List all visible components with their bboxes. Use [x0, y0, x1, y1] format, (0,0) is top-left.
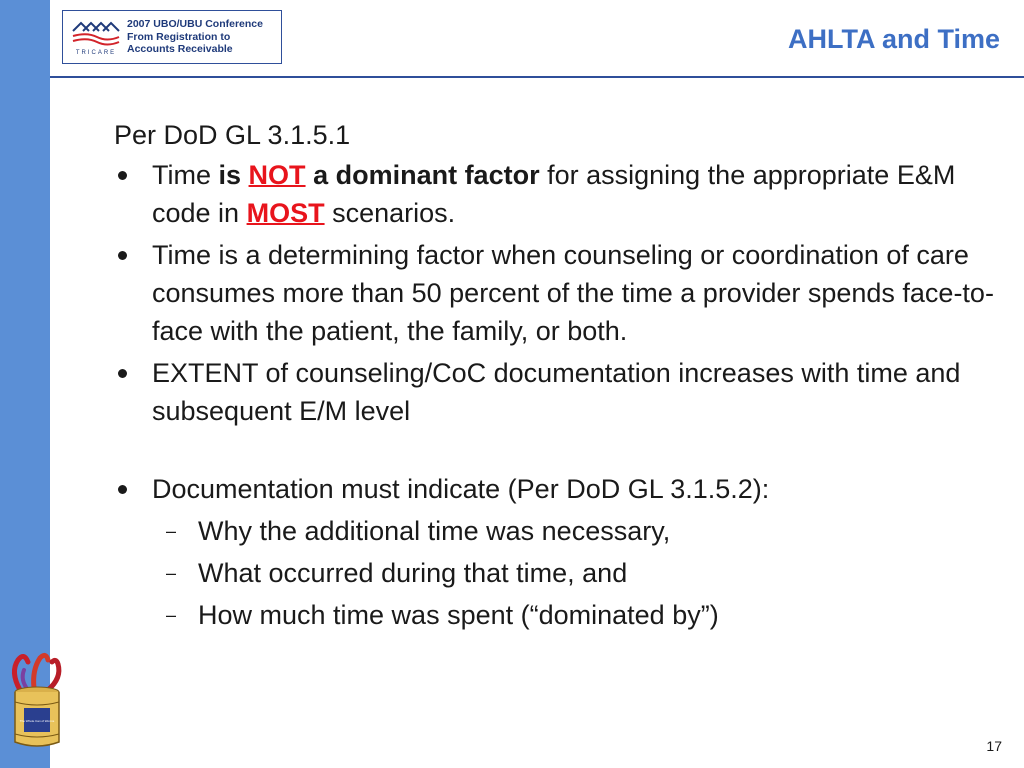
can-of-worms-icon: [6, 650, 68, 752]
worms-can-label: The Whole Can of Worms: [19, 719, 55, 723]
tricare-logo-icon: [69, 17, 123, 57]
spacer: [114, 434, 994, 470]
bullet-item: [114, 470, 994, 508]
bullet-item: [114, 354, 994, 430]
bullet1-post: scenarios.: [324, 198, 456, 228]
header-divider: [50, 76, 1024, 78]
bullet-dot-icon: [118, 171, 127, 180]
intro-line: Per DoD GL 3.1.5.1: [114, 120, 351, 150]
conference-name: [127, 18, 263, 56]
dash-icon: –: [166, 521, 177, 541]
sub-bullet-item: [114, 554, 994, 592]
bullet1-most-emphasis: MOST: [246, 198, 325, 228]
logo-line-3: Accounts Receivable: [127, 43, 233, 55]
logo-wordmark: TRICARE: [75, 50, 117, 56]
sub-item-3: How much time was spent (“dominated by”): [198, 600, 719, 630]
dash-icon: –: [166, 605, 177, 625]
page-number: 17: [986, 738, 1002, 754]
logo-line-1: 2007 UBO/UBU Conference: [127, 18, 263, 30]
conference-logo: [62, 10, 282, 64]
bullet1-mid: for assigning the appropriate E&M code in: [152, 160, 956, 228]
sub-item-1: Why the additional time was necessary,: [198, 516, 671, 546]
bullet-item: [114, 156, 994, 232]
bullet-dot-icon: [118, 485, 127, 494]
sub-bullet-item: [114, 596, 994, 634]
bullet1-is: is: [218, 160, 242, 190]
logo-line-2: From Registration to: [127, 30, 231, 43]
slide-title: AHLTA and Time: [787, 24, 1000, 54]
bullet3-text: EXTENT of counseling/CoC documentation increases with time and subsequent E/M level: [152, 358, 961, 426]
sub-bullet-item: [114, 512, 994, 550]
bullet1-not-emphasis: NOT: [248, 160, 306, 190]
bullet1-pre: Time: [152, 160, 219, 190]
sub-item-2: What occurred during that time, and: [198, 558, 628, 588]
bullet4-text: Documentation must indicate (Per DoD GL 3.1.5.2):: [152, 474, 770, 504]
bullet1-dominant-factor: a dominant factor: [313, 160, 540, 190]
slide-body: [114, 118, 994, 638]
bullet-dot-icon: [118, 369, 127, 378]
bullet-item: [114, 236, 994, 350]
dash-icon: –: [166, 563, 177, 583]
bullet-dot-icon: [118, 251, 127, 260]
bullet2-text: Time is a determining factor when counseling or coordination of care consumes more than 50 percent of the time a provider spends face-to-face with the patient, the family, or both.: [152, 240, 994, 346]
